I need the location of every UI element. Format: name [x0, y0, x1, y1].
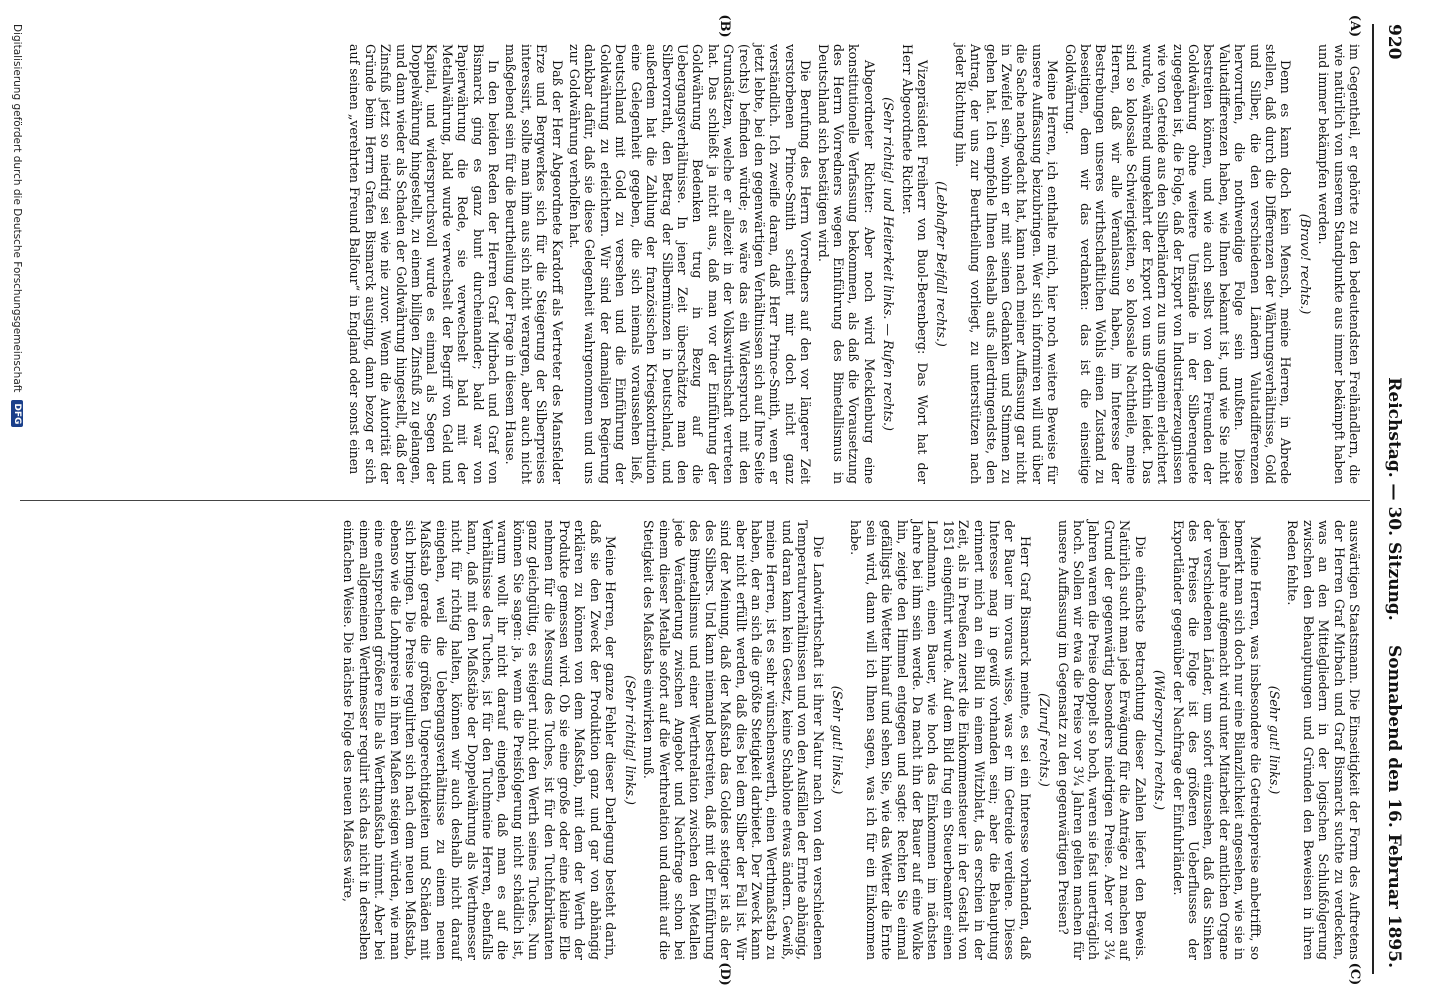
paragraph: Abgeordneter Richter: Aber noch wird Mecklenburg eine konstitutionelle Verfassung bekommen, als daß die Vorausetzung des Herrn Vorredners wegen Einführung des Bimetallismus in Deutschland sich bestätigen wird. — [815, 44, 877, 484]
column-divider — [20, 500, 1370, 501]
dfg-logo: DFG — [11, 400, 23, 427]
paragraph: Die Landwirthschaft ist ihrer Natur nach von den verschiedenen Temperaturverhältnissen und von den Ausfällen der Ernte abhängig, und daran kann kein Gesetz, keine Schablone etwas ändern. Gewiß, meine Herren, ist es sehr wünschenswerth, einen Werthmaßstab zu haben, der an sich die größte Stetigkeit darbietet. Der Zweck kann aber nicht erfüllt werden, daß dies bei dem Silber der Fall ist. Wir sind der Meinung, daß der Maßstab das Goldes stetiger ist als der des Silbers. Und kann niemand bestreiten, daß mit der Einführung des Bimetallismus und einer Werthrelation zwischen den Metallen jede Veränderung zwischen Angebot und Nachfrage schon bei einem dieser Metalle sofort auf die Werthrelation und damit auf die Stetigkeit des Maßstabs einwirken muß. — [641, 520, 826, 960]
stage-direction: (Widerspruch rechts.) — [1152, 669, 1168, 811]
margin-marker-b: (B) — [717, 14, 732, 38]
page-header — [1376, 24, 1410, 974]
paragraph: Herr Graf Bismarck meinte, es sei ein Interesse vorhanden, daß der Bauer im voraus wisse, was er im Getreide verdiene. Dieses Interesse mag in gewiß vorhanden sein; aber die Behauptung erinnert mich an ein Bild in einem Witzblatt, das erschien in der Zeit, als in Preußen zuerst die Einkommensteuer in der Gestalt von 1851 eingeführt wurde. Auf dem Bild frug ein Steuerbeamter einen Landmann, einen Bauer, wie hoch das Einkommen im nächsten Jahre bei ihm sein werde. Da macht ihn der Bauer auf eine Wolke hin, zeigte den Himmel entgegen und sagte: Rechten Sie einmal gefälligst die Wetter hinauf und sehen Sie, wie das Wetter die Ernte sein wird, dann will ich Ihnen sagen, was ich für ein Einkommen habe. — [848, 520, 1033, 960]
stage-direction: (Sehr gut! links.) — [1266, 685, 1282, 795]
session-date: Sonnabend den 16. Februar 1895. — [1384, 645, 1404, 968]
paragraph: auswärtigen Staatsmann. Die Einseitigkeit der Form des Auftretens der Herren Graf Mirbach und Graf Bismarck suchte zu verdecken, was an den Mittelgliedern in der logischen Schlußfolgerung zwischen den Behauptungen und Gründen den Beweisen in ihren Reden fehlte. — [1285, 520, 1362, 960]
stage-direction: (Lebhafter Beifall rechts.) — [934, 181, 950, 347]
left-text-column — [345, 44, 1362, 484]
paragraph: Daß der Herr Abgeordnete Kardorff als Vertreter des Mansfelder Erze und Bergwerkes sich für die Steigerung der Silberpreises interessirt, sollte man ihm aus sich nicht verargen, aber auch nicht maßgebend sein für die Beurtheilung der Frage in diesem Hause. — [503, 44, 565, 484]
paragraph: Meine Herren, ich enthalte mich, hier noch weitere Beweise für unsere Auffassung beizubringen. Wer sich informiren will und über die Sache nachgedacht hat, kann nach meiner Auffassung gar nicht in Zweifel sein, wohin er mit seinen Gedanken und Stimmen zu gehen hat. Ich empfehle Ihnen deshalb aufs allerdringendste, den Antrag, der uns zur Beurtheilung vorliegt, zu unterstützen nach jeder Richtung hin. — [952, 44, 1061, 484]
paragraph: Die Berufung des Herrn Vorredners auf den vor längerer Zeit verstorbenen Prince-Smith scheint mir doch nicht ganz verständlich. Ich zweifle daran, daß Herr Prince-Smith, wenn er jetzt lebte, bei den gegenwärtigen Verhältnissen sich auf Ihre Seite (rechts) befinden würde; es wäre das ein Widerspruch mit den Grundsätzen, welche er allezeit in der Volkswirthschaft vertreten hat. Das schließt ja nicht aus, daß man vor der Einführung der Goldwährung Bedenken trug in Bezug auf die Uebergangsverhältnisse. In jener Zeit überschätzte man den Silbervorrath, den Betrag der Silbermünzen in Deutschland, und außerdem hat die Zahlung der französischen Kriegskontribution eine Gelegenheit gegeben, die sich niemals voraussehen ließ, Deutschland mit Gold zu versehen und die Einführung der Goldwährung zu erleichtern. Wir sind der damaligen Regierung dankbar dafür, daß sie diese Gelegenheit wahrgenommen und uns zur Goldwährung verholfen hat. — [567, 44, 814, 484]
stage-direction: (Bravo! rechts.) — [1297, 213, 1313, 315]
stage-direction: (Sehr richtig! und Heiterkeit links. — Rufen rechts.) — [881, 97, 897, 431]
paragraph: Vizepräsident Freiherr von Buol-Berenberg: Das Wort hat der Herr Abgeordnete Richter. — [899, 44, 931, 484]
stage-direction: (Sehr richtig! links.) — [622, 675, 638, 805]
paragraph: Meine Herren, der ganze Fehler dieser Darlegung besteht darin, daß sie den Zweck der Produktion ganz und gar von abhängig erklären zu können von dem Maßstab, mit dem der Werth der Produkte gemessen wird. Ob sie eine große oder eine kleine Elle nehmen für die Messung des Tuches, ist für den Tuchfabrikanten ganz gleichgültig, es steigert nicht den Werth seines Tuches. Nun können Sie sagen: ja, wenn die Preisfolgerung nicht schädlich ist, warum wollt ihr nicht darauf eingehen, daß man es auf die Verhältnisse des Tuches, ist für den Tuchmeine Herren, ebenfalls kann, daß mit den Maßstäbe der Doppelwährung als Werthmesser nicht für richtig halten, können wir auch deshalb nicht darauf eingehen, weil die Uebergangsverhältnisse zu einem neuen Maßstab gerade die größten Ungerechtigkeiten und Schäden mit sich bringen. Die Preise regulirten sich nach dem neuen Maßstab, ebenso wie die Lohnpreise in ihren Maßen steigen würden, wie man eine entsprechend größere Elle als Werthmaßstab nimmt. Aber bei einem allgemeinen Werthmesser regulirt sich das nicht in derselben einfachen Weise. Die nächste Folge des neuen Maßes wäre, — [341, 520, 619, 960]
stage-direction: (Zuruf rechts.) — [1037, 693, 1053, 787]
margin-marker-c: (C) — [1347, 962, 1362, 986]
paragraph: In den beiden Reden der Herren Graf Mirbach und Graf von Bismarck ging es ganz bunt durcheinander; bald war von Papierwährung die Rede, sie verwechselt bald mit der Metallwährung, bald wurde verwechselt der Begriff von Geld und Kapital, und widerspruchsvoll wurde es einmal als Segen der Doppelwährung hingestellt, zu einem billigen Zinsfuß zu gelangen, und dann wieder als Schaden der Goldwährung hingestellt, daß der Zinsfuß jetzt so niedrig sei wie nie zuvor. Wenn die Autorität der Gründe beim Herrn Grafen Bismarck ausging, dann bezog er sich auf seinen „verehrten Freund Balfour“ in England oder sonst einen — [347, 44, 502, 484]
margin-marker-d: (D) — [717, 962, 732, 986]
paragraph: Denn es kann doch kein Mensch, meine Herren, in Abrede stellen, daß durch die Differenzen der Währungsverhältnisse, Gold und Silber, die den verschiedenen Ländern Valutadifferenzen hervorrufen, die nothwendige Folge sein mußten. Diese Valutadifferenzen haben, wie Ihnen bekannt ist, und wie Sie nicht bestreiten können, und wie auch selbst von den Freunden der Goldwährung ohne weitere Umstände in der Silberenquete zugegeben ist, die Folge, daß der Export von Industrieerzeugnissen wie von Getreide aus den Silberländern zu uns ungemein erleichtert wurde, während umgekehrt der Export von uns dorthin leidet. Das sind so kolossale Schwierigkeiten, so kolossale Nachtheile, meine Herren, daß wir alle Veranlassung haben, im Interesse der Bestrebungen unseres wirthschaftlichen Wohls einen Zustand zu beseitigen, dem wir das verdanken: das ist die einseitige Goldwährung. — [1062, 44, 1294, 484]
funding-note: Digitalisierung gefördert durch die Deutsche Forschungsgemeinschaft — [11, 24, 23, 393]
page-number: 920 — [1384, 24, 1404, 60]
paragraph: Meine Herren, was insbesondere die Getreidepreise anbetrifft, so bemerkt man sich doch nur eine Bilanzlichkeit angesehen, wie sie in jedem Jahre aufgemacht wird unter Mitarbeit der amtlichen Organe der verschiedenen Länder, um sofort einzusehen, daß das Sinken des Preises die Folge ist des größeren Ueberflusses der Exportländer gegenüber der Nachfrage der Einfuhrländer. — [1170, 520, 1263, 960]
page-footer — [7, 24, 27, 974]
margin-marker-a: (A) — [1347, 14, 1362, 38]
header-rule — [1372, 24, 1374, 974]
stage-direction: (Sehr gut! links.) — [830, 685, 845, 795]
right-text-column — [339, 520, 1362, 960]
paragraph: Die einfachste Betrachtung dieser Zahlen liefert den Beweis. Natürlich sucht man jede Erwägung für die Anträge zu machen auf Grund der gegenwärtig besonders niedrigen Preise. Aber vor 3¼ Jahren waren die Preise doppelt so hoch, waren sie fast unerträglich hoch. Sollen wir etwa die Preise vor 3¼ Jahren gelten machen für unsere Auffassung im Gegensatz zu den gegenwärtigen Preisen? — [1055, 520, 1148, 960]
session-title: Reichstag. — 30. Sitzung. — [1384, 377, 1404, 621]
paragraph: im Gegentheil, er gehörte zu den bedeutendsten Freihändlern, die wie natürlich von unserem Standpunkte aus immer bekämpft haben und immer bekämpfen werden. — [1316, 44, 1362, 484]
